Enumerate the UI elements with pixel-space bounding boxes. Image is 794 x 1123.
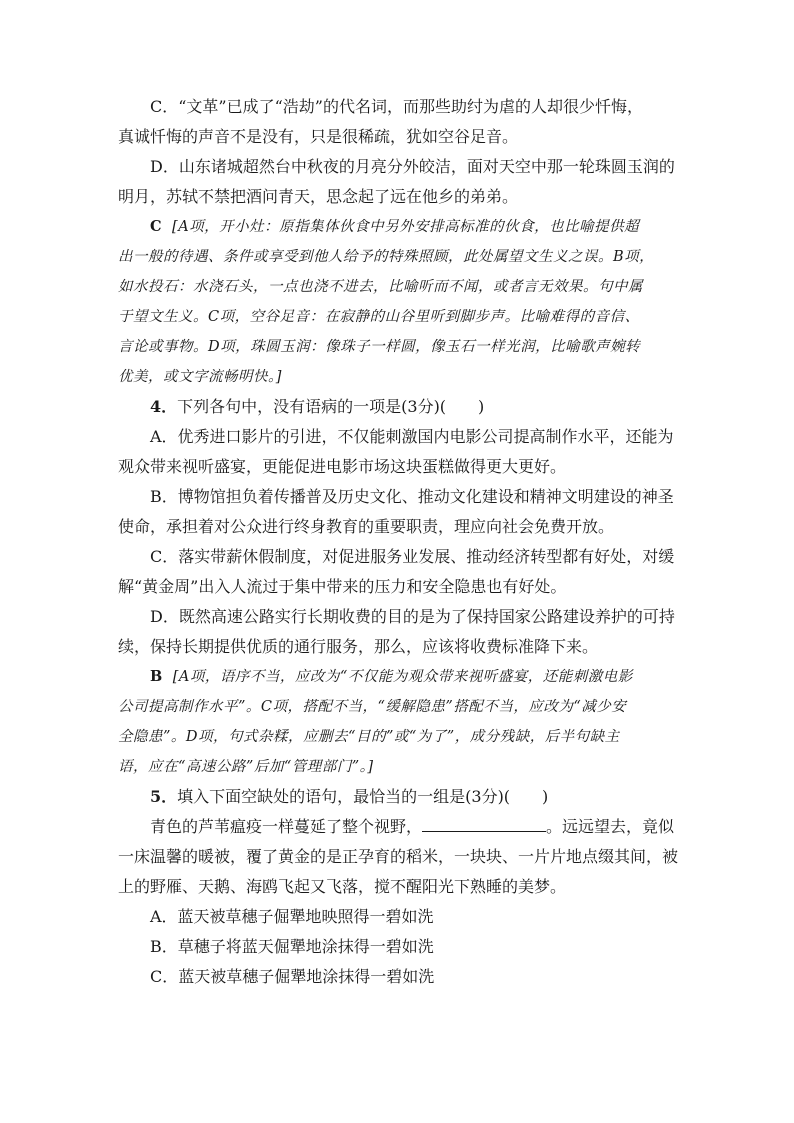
answer-line: 语，应在“高速公路”后加“管理部门”。] — [118, 759, 374, 775]
answer-line: 言论或事物。D项，珠圆玉润：像珠子一样圆，像玉石一样光润，比喻歌声婉转 — [118, 339, 641, 355]
question-text: 填入下面空缺处的语句，最恰当的一组是(3分)( ) — [177, 787, 549, 806]
q5-option-b: B．草穗子将蓝天倔犟地涂抹得一碧如洗 — [150, 937, 434, 956]
passage-text: 青色的芦苇瘟疫一样蔓延了整个视野， — [150, 817, 423, 836]
answer-line: 优美，或文字流畅明快。] — [118, 369, 282, 385]
question-text: 下列各句中，没有语病的一项是(3分)( ) — [177, 397, 485, 416]
text-line: 明月，苏轼不禁把酒问青天，思念起了远在他乡的弟弟。 — [118, 187, 519, 206]
answer-key: B — [150, 668, 163, 685]
answer-line: 出一般的待遇、条件或享受到他人给予的特殊照顾，此处属望文生义之误。B项， — [118, 249, 655, 265]
text-line: 解“黄金周”出入人流过于集中带来的压力和安全隐患也有好处。 — [118, 577, 567, 596]
text-line: C．“文革”已成了“浩劫”的代名词，而那些助纣为虐的人却很少忏悔， — [150, 97, 643, 116]
text-line: A．优秀进口影片的引进，不仅能刺激国内电影公司提高制作水平，还能为 — [150, 427, 674, 446]
passage-text: 。远远望去，竟似 — [546, 817, 675, 836]
answer-line — [118, 212, 678, 242]
text-line: C．落实带薪休假制度，对促进服务业发展、推动经济转型都有好处，对缓 — [150, 547, 675, 566]
answer-text: [A项，语序不当，应改为“不仅能为观众带来视听盛宴，还能刺激电影 — [172, 669, 633, 685]
q4-option-a — [118, 422, 678, 482]
q4-option-d — [118, 602, 678, 662]
answer-key: C — [150, 218, 163, 235]
q4-answer — [118, 662, 678, 782]
document-page — [118, 92, 678, 992]
question-stem — [118, 392, 678, 422]
question-number: 5． — [150, 787, 178, 806]
text-line: 观众带来视听盛宴，更能促进电影市场这块蛋糕做得更大更好。 — [118, 457, 567, 476]
q3-answer — [118, 212, 678, 392]
passage-line: 一床温馨的暖被，覆了黄金的是正孕育的稻米，一块块、一片片地点缀其间，被 — [118, 847, 678, 866]
answer-line: 公司提高制作水平”。C项，搭配不当，“缓解隐患”搭配不当，应改为“减少安 — [118, 699, 627, 715]
answer-line — [118, 662, 678, 692]
text-line: D．既然高速公路实行长期收费的目的是为了保持国家公路建设养护的可持 — [150, 607, 675, 626]
q5-option-a: A．蓝天被草穗子倔犟地映照得一碧如洗 — [150, 907, 434, 926]
passage-line — [118, 812, 678, 842]
fill-in-blank — [422, 813, 546, 832]
text-line: B．博物馆担负着传播普及历史文化、推动文化建设和精神文明建设的神圣 — [150, 487, 674, 506]
question-4 — [118, 392, 678, 662]
answer-line: 于望文生义。C项，空谷足音：在寂静的山谷里听到脚步声。比喻难得的音信、 — [118, 309, 640, 325]
text-line: 真诚忏悔的声音不是没有，只是很稀疏，犹如空谷足音。 — [118, 127, 519, 146]
answer-line: 全隐患”。D项，句式杂糅，应删去“目的”或“为了”，成分残缺，后半句缺主 — [118, 729, 620, 745]
q3-option-d — [118, 152, 678, 212]
answer-line: 如水投石：水浇石头，一点也浇不进去，比喻听而不闻，或者言无效果。句中属 — [118, 279, 643, 295]
text-line: D．山东诸城超然台中秋夜的月亮分外皎洁，面对天空中那一轮珠圆玉润的 — [150, 157, 675, 176]
q5-option-c: C．蓝天被草穗子倔犟地涂抹得一碧如洗 — [150, 967, 435, 986]
text-line: 使命，承担着对公众进行终身教育的重要职责，理应向社会免费开放。 — [118, 517, 615, 536]
question-stem — [118, 782, 678, 812]
passage-line: 上的野雁、天鹅、海鸥飞起又飞落，搅不醒阳光下熟睡的美梦。 — [118, 877, 567, 896]
question-number: 4． — [150, 397, 178, 416]
text-line: 续，保持长期提供优质的通行服务，那么，应该将收费标准降下来。 — [118, 637, 599, 656]
q4-option-c — [118, 542, 678, 602]
q4-option-b — [118, 482, 678, 542]
question-5 — [118, 782, 678, 992]
q3-option-c — [118, 92, 678, 152]
answer-text: [A项，开小灶：原指集体伙食中另外安排高标准的伙食，也比喻提供超 — [172, 219, 640, 235]
